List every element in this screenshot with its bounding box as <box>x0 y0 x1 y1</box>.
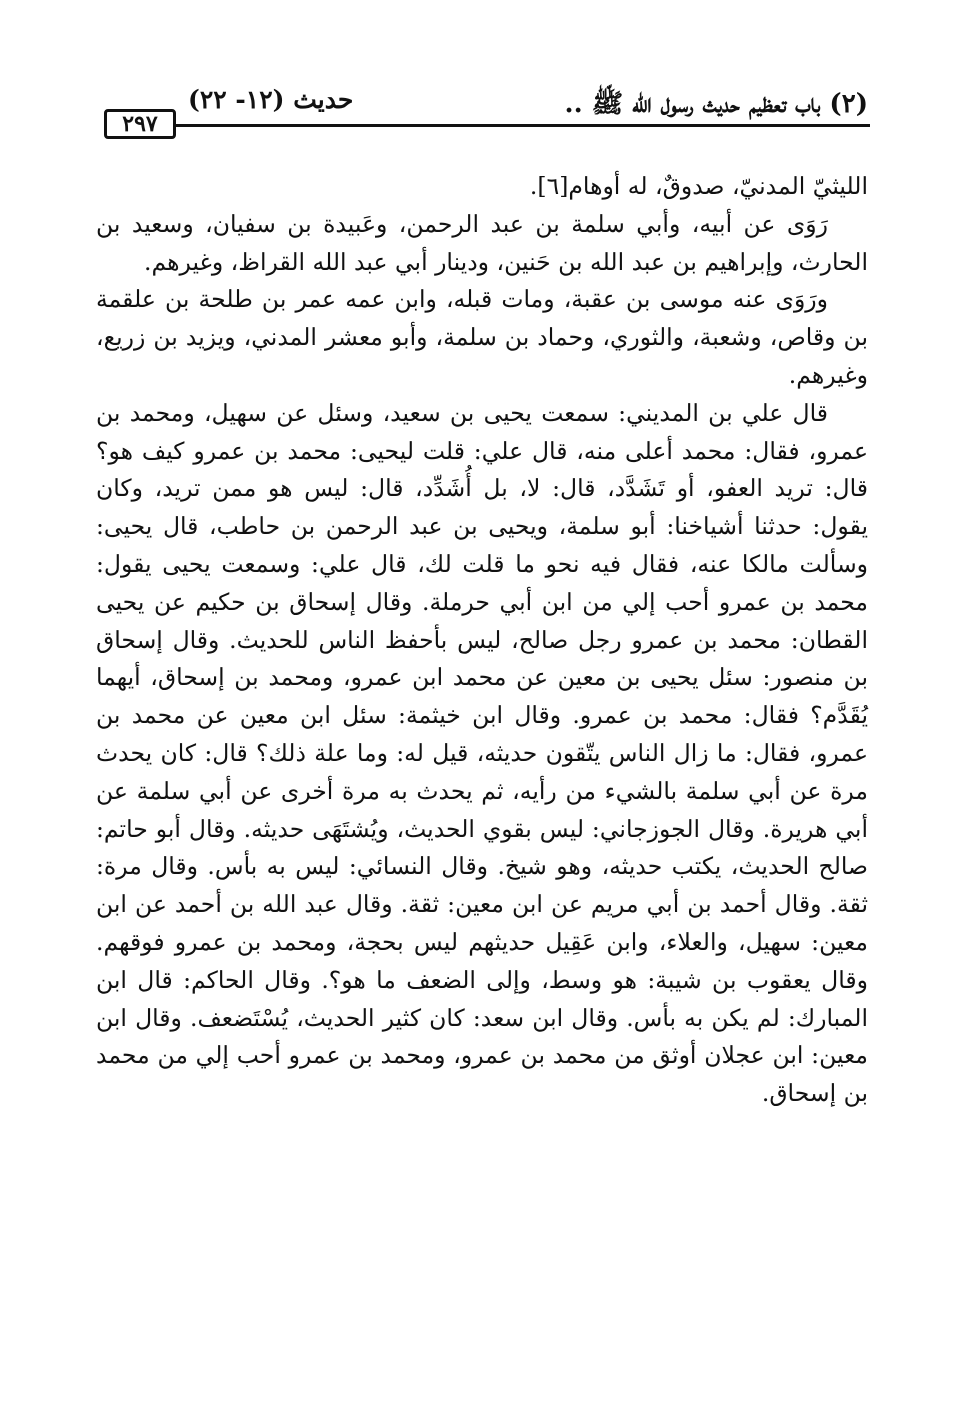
paragraph-narrated-by: ورَوَى عنه موسى بن عقبة، ومات قبله، وابن عمه عمر بن طلحة بن علقمة بن وقاص، وشعبة، والثوري، وحماد بن سلمة، وأبو معشر المدني، ويزيد بن زريع، وغيرهم. <box>96 285 868 389</box>
paragraph-critics-opinions: قال علي بن المديني: سمعت يحيى بن سعيد، وسئل عن سهيل، ومحمد بن عمرو، فقال: محمد أعلى منه، قال علي: قلت ليحيى: محمد بن عمرو كيف هو؟ قال: تريد العفو، أو تَشَدَّد، قال: لا، بل أُشَدِّد، قال: ليس هو ممن تريد، وكان يقول: حدثنا أشياخنا: أبو سلمة، ويحيى بن عبد الرحمن بن حاطب، قال يحيى: وسألت مالكا عنه، فقال فيه نحو ما قلت لك، قال علي: وسمعت يحيى يقول: محمد بن عمرو أحب إلي من ابن أبي حرملة. وقال إسحاق بن حكيم عن يحيى القطان: محمد بن عمرو رجل صالح، ليس بأحفظ الناس للحديث. وقال إسحاق بن منصور: سئل يحيى بن معين عن محمد ابن عمرو، ومحمد بن إسحاق، أيهما يُقَدَّم؟ فقال: محمد بن عمرو. وقال ابن خيثمة: سئل ابن معين عن محمد بن عمرو، فقال: ما زال الناس يتّقون حديثه، قيل له: وما علة ذلك؟ قال: كان يحدث مرة عن أبي سلمة بالشيء من رأيه، ثم يحدث به مرة أخرى عن أبي سلمة عن أبي هريرة. وقال الجوزجاني: ليس بقوي الحديث، ويُشتَهَى حديثه. وقال أبو حاتم: صالح الحديث، يكتب حديثه، وهو شيخ. وقال النسائي: ليس به بأس. وقال مرة: ثقة. وقال أحمد بن أبي مريم عن ابن معين: ثقة. وقال عبد الله بن أحمد عن ابن معين: سهيل، والعلاء، وابن عَقِيل حديثهم ليس بحجة، ومحمد بن عمرو فوقهم. وقال يعقوب بن شيبة: هو وسط، وإلى الضعف ما هو؟. وقال الحاكم: قال ابن المبارك: لم يكن به بأس. وقال ابن سعد: كان كثير الحديث، يُسْتَضعف. وقال ابن معين: ابن عجلان أوثق من محمد بن عمرو، ومحمد بن عمرو أحب إلي من محمد بن إسحاق. <box>96 398 869 1108</box>
page-number: ٢٩٧ <box>122 111 158 137</box>
paragraph-narrated-from: رَوَى عن أبيه، وأبي سلمة بن عبد الرحمن، وعَبيدة بن سفيان، وسعيد بن الحارث، وإبراهيم بن عبد الله بن حَنين، ودينار أبي عبد الله القراظ، وغيرهم. <box>96 209 868 276</box>
page-number-box <box>104 109 176 139</box>
header-rule <box>172 124 870 127</box>
paragraph-intro: الليثيّ المدنيّ، صدوقٌ، له أوهام[٦]. <box>529 172 868 200</box>
chapter-title: (٢) باب تعظيم حديث رسول الله ﷺ .. <box>564 89 868 119</box>
page-header <box>100 84 870 140</box>
page-body <box>96 168 868 1113</box>
hadith-range: حديث (١٢- ٢٢) <box>188 85 354 114</box>
